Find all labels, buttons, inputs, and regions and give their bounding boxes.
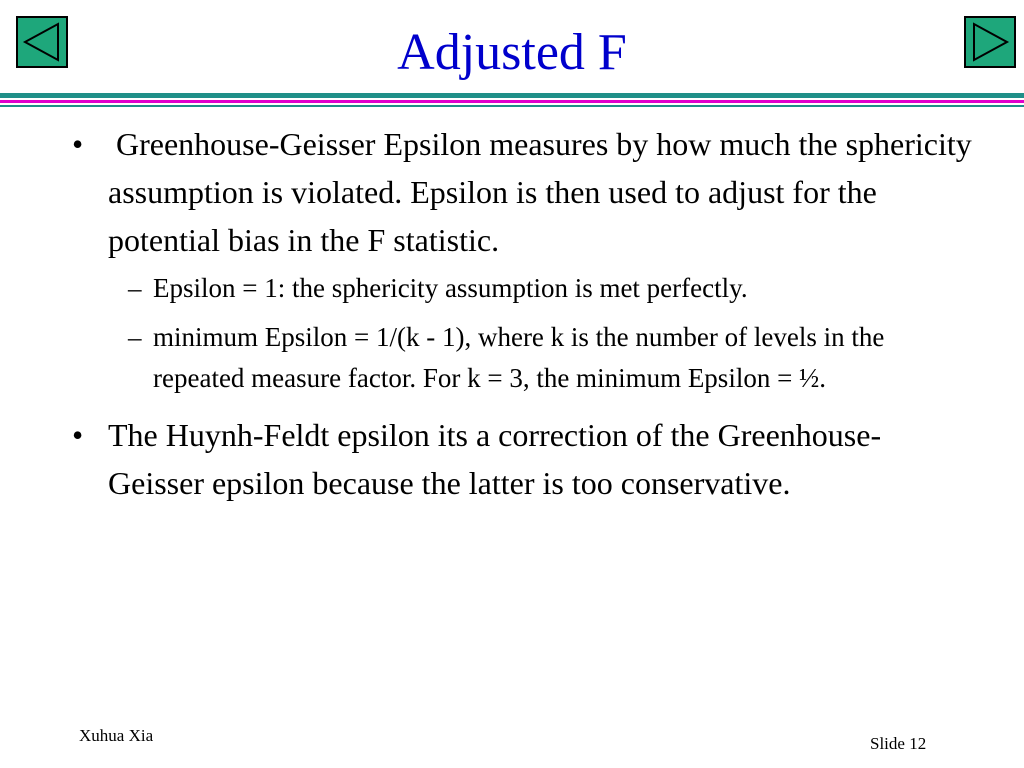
slide-content: [72, 120, 980, 511]
slide-title: Adjusted F: [397, 24, 627, 81]
bullet-marker: •: [72, 417, 84, 453]
sub-bullet-list: [72, 268, 972, 399]
next-slide-button[interactable]: [964, 16, 1016, 68]
title-rule-teal-bottom: [0, 105, 1024, 107]
bullet-huynh-feldt: [72, 411, 972, 507]
sub-bullet-marker: –: [128, 273, 142, 303]
footer-author: Xuhua Xia: [79, 726, 154, 745]
sub-bullet-text: Epsilon = 1: the sphericity assumption is met perfectly.: [153, 273, 748, 303]
sub-bullet-epsilon-one: [72, 268, 972, 309]
bullet-text: Greenhouse-Geisser Epsilon measures by how much the sphericity assumption is violated. Epsilon is then used to adjust for the potential bias in the F statistic.: [108, 126, 980, 258]
bullet-greenhouse-geisser: [72, 120, 980, 264]
sub-bullet-marker: –: [128, 322, 142, 352]
sub-bullet-minimum-epsilon: [72, 317, 972, 399]
triangle-right-icon: [966, 18, 1014, 66]
bullet-text: The Huynh-Feldt epsilon its a correction of the Greenhouse-Geisser epsilon because the latter is too conservative.: [108, 417, 882, 501]
bullet-marker: •: [72, 126, 84, 162]
sub-bullet-text: minimum Epsilon = 1/(k - 1), where k is the number of levels in the repeated measure factor. For k = 3, the minimum Epsilon = ½.: [153, 322, 885, 393]
footer-slide-number: Slide 12: [870, 734, 927, 753]
title-rule-magenta: [0, 100, 1024, 103]
title-rule-teal-top: [0, 93, 1024, 98]
